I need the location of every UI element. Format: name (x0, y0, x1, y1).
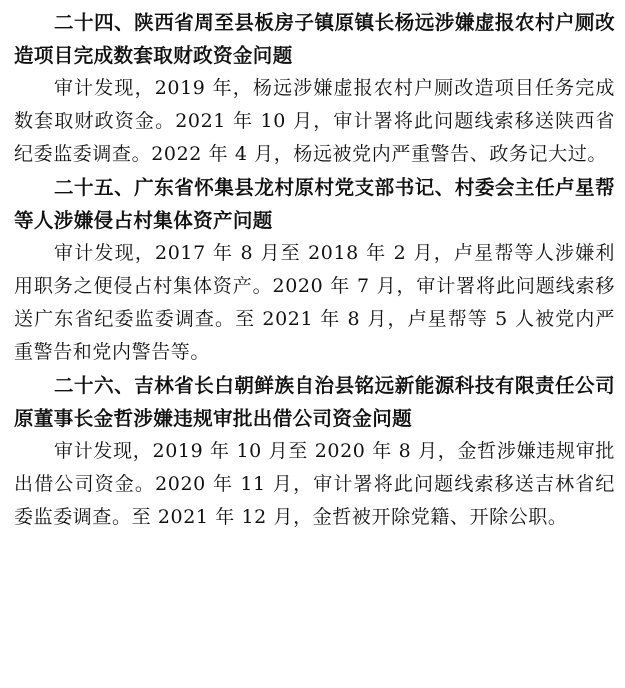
case-section-24 (14, 6, 615, 171)
case-paragraph: 审计发现，2019 年，杨远涉嫌虚报农村户厕改造项目任务完成数套取财政资金。2021 年 10 月，审计署将此问题线索移送陕西省纪委监委调查。2022 年 4 月，杨远被党内严重警告、政务记大过。 (14, 77, 615, 165)
case-heading: 二十六、吉林省长白朝鲜族自治县铭远新能源科技有限责任公司原董事长金哲涉嫌违规审批出借公司资金问题 (14, 374, 615, 430)
case-heading: 二十四、陕西省周至县板房子镇原镇长杨远涉嫌虚报农村户厕改造项目完成数套取财政资金问题 (14, 11, 615, 67)
case-heading: 二十五、广东省怀集县龙村原村党支部书记、村委会主任卢星帮等人涉嫌侵占村集体资产问题 (14, 176, 615, 232)
case-section-26 (14, 369, 615, 534)
case-paragraph: 审计发现，2017 年 8 月至 2018 年 2 月，卢星帮等人涉嫌利用职务之便侵占村集体资产。2020 年 7 月，审计署将此问题线索移送广东省纪委监委调查。至 2021 年 8 月，卢星帮等 5 人被党内严重警告和党内警告等。 (14, 242, 615, 363)
case-section-25 (14, 171, 615, 369)
case-paragraph: 审计发现，2019 年 10 月至 2020 年 8 月，金哲涉嫌违规审批出借公司资金。2020 年 11 月，审计署将此问题线索移送吉林省纪委监委调查。至 2021 年 12 月，金哲被开除党籍、开除公职。 (14, 440, 615, 528)
